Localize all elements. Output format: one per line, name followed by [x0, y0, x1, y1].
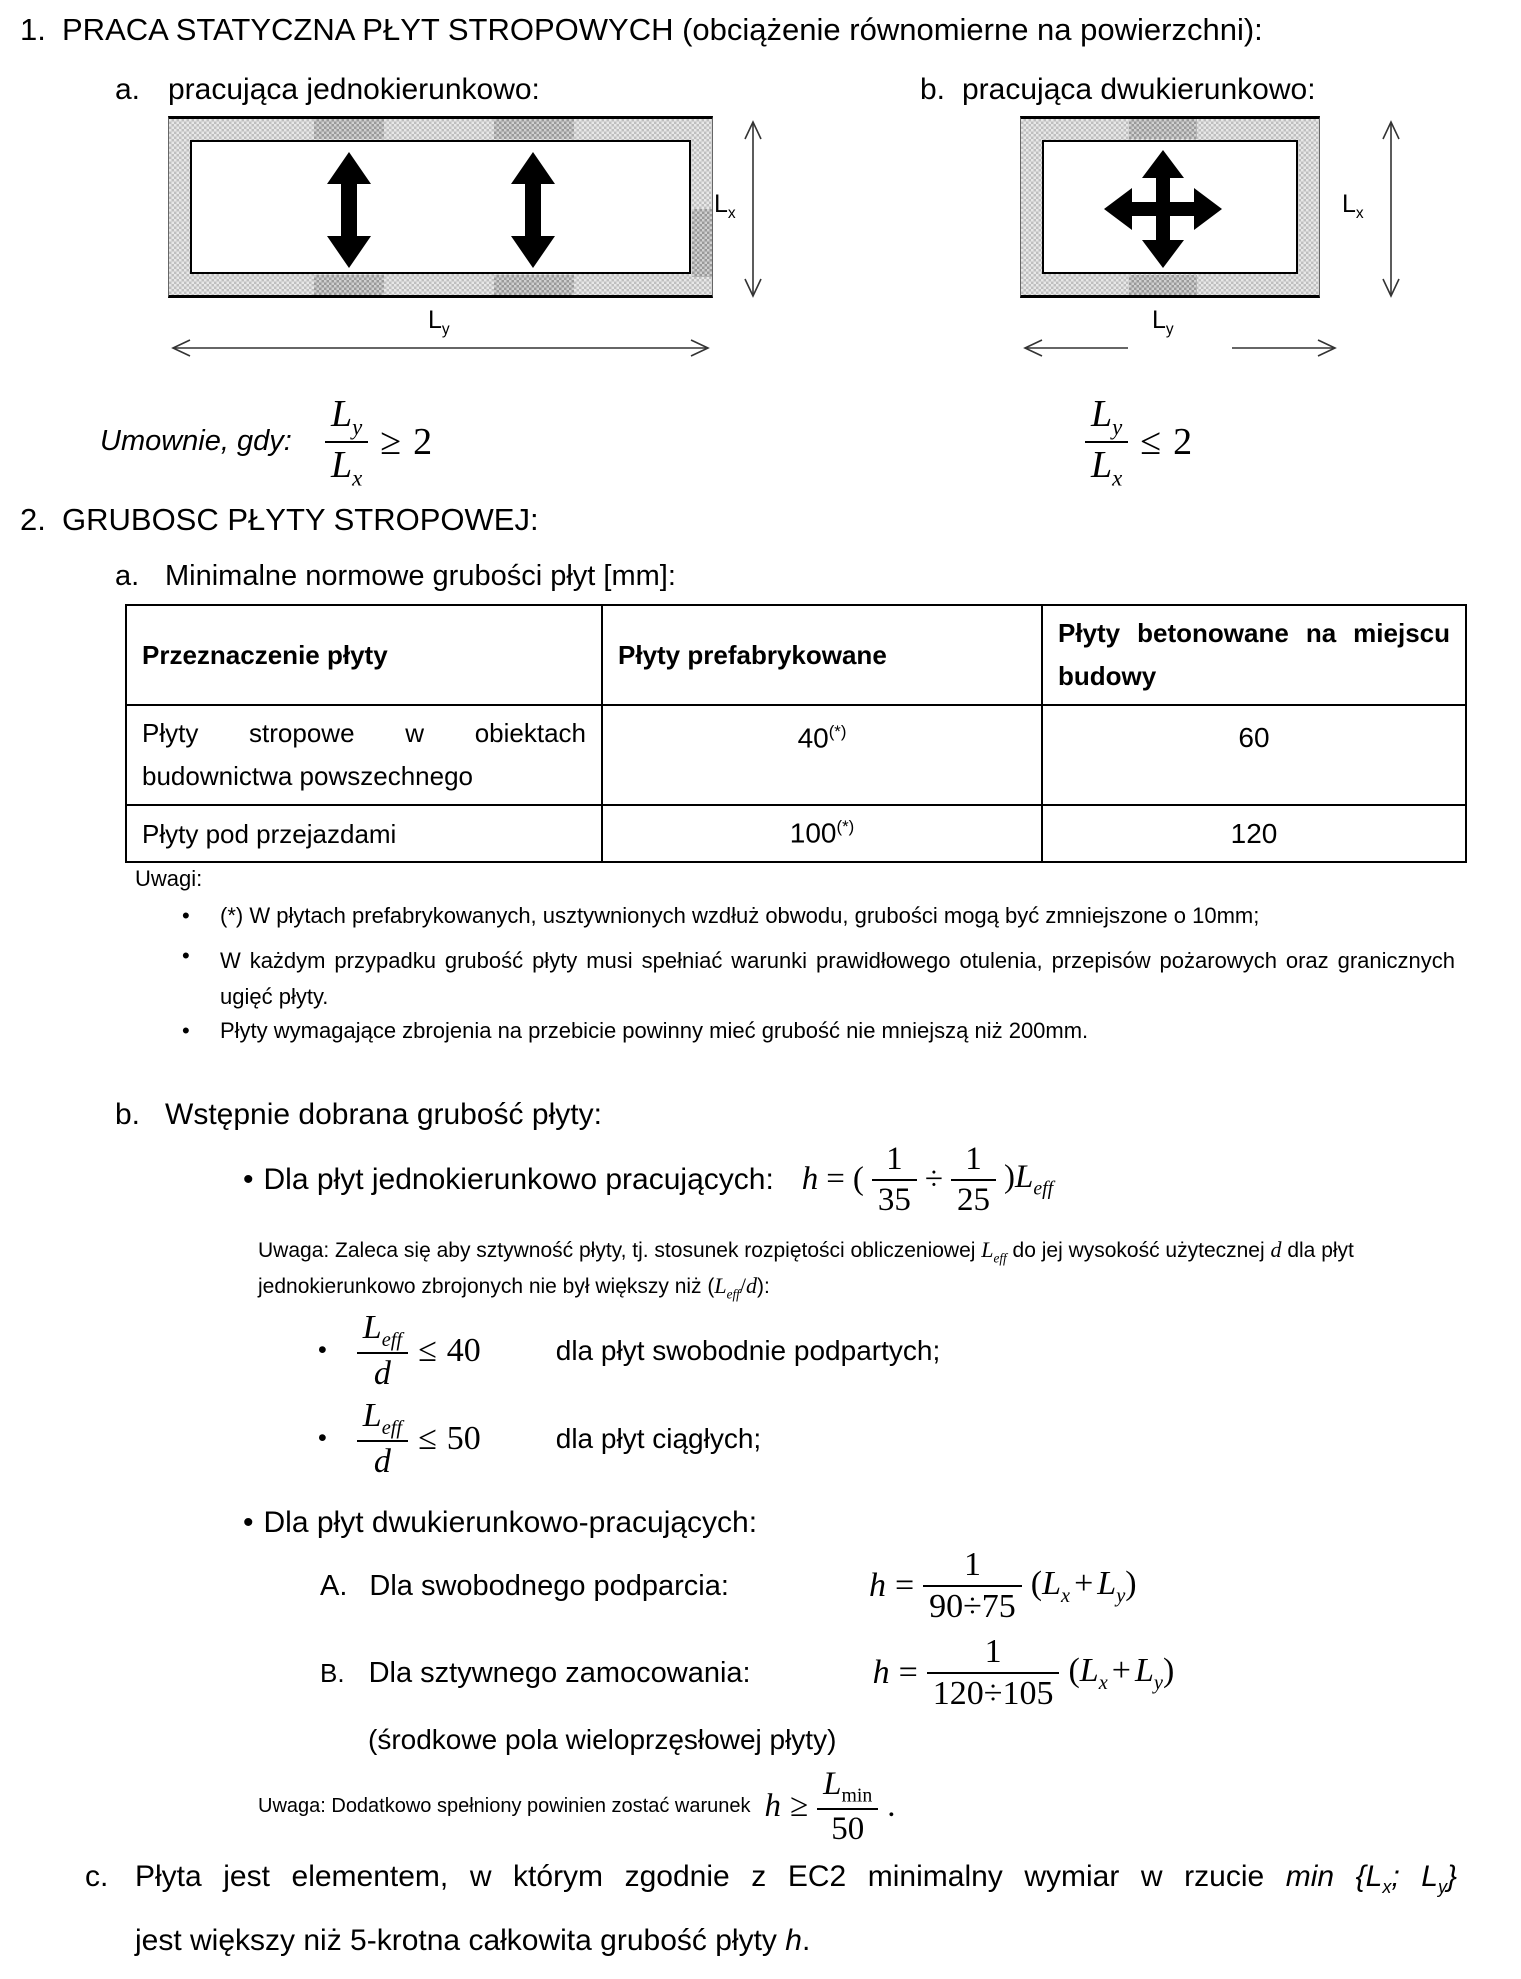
- fraction: $\frac{1}{25}$: [951, 1140, 996, 1220]
- formula-h-one-way: h = ( $\frac{1}{35}$ ÷ $\frac{1}{25}$ )$L_{eff}$: [801, 1141, 1054, 1218]
- rule-50-caption: dla płyt ciągłych;: [555, 1422, 762, 1454]
- lx-plus-ly-term: $(L_x + L_y)$: [1068, 1651, 1175, 1694]
- table-row: [126, 705, 1466, 805]
- fraction: $\frac{L_{eff}}{d}$: [357, 1396, 408, 1482]
- one-way-slab-diagram: [168, 116, 713, 298]
- hatch-patch: [314, 275, 384, 295]
- two-way-label: Dla płyt dwukierunkowo-pracujących:: [263, 1506, 758, 1539]
- column-header: Płyty betonowane na miejscu budowy: [1058, 618, 1450, 691]
- one-way-label: Dla płyt jednokierunkowo pracujących:: [263, 1162, 774, 1196]
- case-a-number: A.: [320, 1569, 348, 1602]
- table-cell: 60: [1042, 705, 1466, 805]
- formula-leff-d-40: $\frac{L_{eff}}{d}$ ≤ 40: [357, 1308, 481, 1394]
- rule-40-caption: dla płyt swobodnie podpartych;: [555, 1334, 941, 1366]
- table-cell: Płyty pod przejazdami: [142, 818, 397, 849]
- horizontal-dimension-arrow-icon: [168, 336, 713, 360]
- fraction: $\frac{L_{eff}}{d}$: [357, 1308, 408, 1394]
- hatch-patch: [314, 119, 384, 139]
- section2b-number: b.: [115, 1098, 141, 1131]
- up-down-arrow-icon: [327, 152, 371, 268]
- hatch-patch: [494, 275, 574, 295]
- hatch-patch: [494, 119, 574, 139]
- slab-field: [190, 140, 691, 274]
- item-b-label: pracująca dwukierunkowo:: [962, 73, 1316, 106]
- ly-label: $L_y$: [428, 306, 450, 338]
- leff-symbol: $L_{eff}$: [981, 1237, 1007, 1266]
- dimension-arrow-right-icon: [1230, 336, 1340, 360]
- four-way-arrow-icon: [1104, 150, 1222, 268]
- table-cell: 120: [1042, 805, 1466, 862]
- umownie-label: Umownie, gdy:: [100, 425, 292, 457]
- ly-label: $L_y$: [1152, 306, 1174, 338]
- case-b-row: [320, 1632, 1174, 1714]
- dimension-arrow-left-icon: [1020, 336, 1130, 360]
- lx-label: $L_x$: [1342, 190, 1364, 222]
- bullet-icon: •: [243, 1162, 254, 1196]
- table-cell: 100(*): [602, 805, 1042, 862]
- formula-h-simply-supported: h = $\frac{1}{90\div 75}$ $(L_x + L_y)$: [869, 1545, 1137, 1627]
- lx-label: $L_x$: [714, 190, 736, 222]
- bullet-icon: •: [318, 1336, 327, 1365]
- table-cell: Płyty stropowe w obiektach budownictwa powszechnego: [142, 718, 586, 791]
- uwagi-label: Uwagi:: [135, 866, 203, 891]
- uwagi-item: W każdym przypadku grubość płyty musi spełniać warunki prawidłowego otulenia, przepisów pożarowych oraz granicznych ugięć płyty.: [220, 948, 1455, 1009]
- section1-number: 1.: [20, 12, 46, 47]
- item-a-number: a.: [115, 73, 141, 106]
- two-way-rule: [243, 1506, 757, 1540]
- mid-span-note: (środkowe pola wieloprzęsłowej płyty): [368, 1724, 837, 1755]
- item-a-label: pracująca jednokierunkowo:: [168, 73, 540, 106]
- column-header: Płyty prefabrykowane: [618, 639, 887, 670]
- column-header: Przeznaczenie płyty: [142, 639, 388, 670]
- note-stiffness-line1: Uwaga: Zaleca się aby sztywność płyty, tj. stosunek rozpiętości obliczeniowej $L_{eff}$ do jej wysokość użytecznej d dla płyt: [258, 1237, 1354, 1266]
- additional-condition-text: Uwaga: Dodatkowo spełniony powinien zostać warunek: [258, 1795, 751, 1818]
- fraction: $\frac{L_{min}}{50}$: [817, 1765, 878, 1849]
- bullet-icon: •: [182, 943, 190, 968]
- bullet-icon: •: [243, 1506, 254, 1539]
- section2c-line2: jest większy niż 5-krotna całkowita grubość płyty h.: [135, 1924, 811, 1957]
- hatch-patch: [1129, 119, 1197, 139]
- hatch-patch: [692, 209, 712, 277]
- up-down-arrow-icon: [511, 152, 555, 268]
- table-header-row: [126, 605, 1466, 705]
- d-symbol: d: [1270, 1237, 1282, 1262]
- slenderness-rule-50: [318, 1396, 761, 1482]
- fraction: $\frac{L_y}{L_x}$: [1085, 392, 1128, 493]
- formula-h-fixed: h = $\frac{1}{120\div 105}$ $(L_x + L_y)$: [873, 1632, 1175, 1714]
- leff-term: )$L_{eff}$: [1004, 1159, 1054, 1200]
- section2-number: 2.: [20, 502, 46, 537]
- table-row: [126, 805, 1466, 862]
- section2b-label: Wstępnie dobrana grubość płyty:: [165, 1098, 602, 1131]
- case-b-number: B.: [320, 1657, 345, 1688]
- h-symbol: h: [785, 1924, 802, 1957]
- formula-h-lmin-50: h ≥ $\frac{L_{min}}{50}$ .: [764, 1766, 896, 1847]
- formula-ly-over-lx-geq-2: $\frac{L_y}{L_x}$ ≥ 2: [325, 392, 432, 493]
- one-way-rule: [243, 1140, 1053, 1220]
- bullet-icon: •: [182, 1018, 190, 1043]
- additional-condition-row: [258, 1765, 896, 1849]
- case-b-label: Dla sztywnego zamocowania:: [368, 1656, 751, 1689]
- table-cell: 40(*): [602, 705, 1042, 805]
- min-lx-ly-expression: $\min \{L_x$; $L_y$}: [1285, 1860, 1457, 1897]
- fraction: $\frac{1}{35}$: [872, 1140, 917, 1220]
- fraction: $\frac{1}{90\div 75}$: [923, 1545, 1022, 1627]
- vertical-dimension-arrow-icon: [740, 118, 766, 300]
- note-stiffness-line2: jednokierunkowo zbrojonych nie był większy niż $(L_{eff}/d)$:: [258, 1273, 770, 1302]
- bullet-icon: •: [182, 903, 190, 928]
- section2a-label: Minimalne normowe grubości płyt [mm]:: [165, 560, 676, 592]
- uwagi-item: Płyty wymagające zbrojenia na przebicie powinny mieć grubość nie mniejszą niż 200mm.: [220, 1018, 1089, 1043]
- section2a-number: a.: [115, 560, 140, 592]
- section2-title: GRUBOSC PŁYTY STROPOWEJ:: [62, 502, 539, 537]
- formula-leff-d-50: $\frac{L_{eff}}{d}$ ≤ 50: [357, 1396, 481, 1482]
- fraction: $\frac{1}{120\div 105}$: [927, 1632, 1060, 1714]
- leff-over-d-symbol: $L_{eff}/d$: [714, 1273, 757, 1302]
- item-b-number: b.: [920, 73, 946, 106]
- slenderness-rule-40: [318, 1308, 940, 1394]
- vertical-dimension-arrow-icon: [1378, 118, 1404, 300]
- lx-plus-ly-term: $(L_x + L_y)$: [1030, 1564, 1137, 1607]
- min-thickness-table: [125, 604, 1467, 863]
- formula-ly-over-lx-leq-2: $\frac{L_y}{L_x}$ ≤ 2: [1085, 392, 1192, 493]
- bullet-icon: •: [318, 1424, 327, 1453]
- fraction: $\frac{L_y}{L_x}$: [325, 392, 368, 493]
- case-a-row: [320, 1545, 1137, 1627]
- uwagi-item: (*) W płytach prefabrykowanych, usztywnionych wzdłuż obwodu, grubości mogą być zmniejszone o 10mm;: [220, 903, 1260, 928]
- hatch-patch: [1129, 275, 1197, 295]
- section1-title: PRACA STATYCZNA PŁYT STROPOWYCH (obciążenie równomierne na powierzchni):: [62, 12, 1263, 47]
- case-a-label: Dla swobodnego podparcia:: [369, 1569, 729, 1602]
- section2c-number: c.: [85, 1860, 109, 1893]
- section2c-line1: Płyta jest elementem, w którym zgodnie z EC2 minimalny wymiar w rzucie $\min \{L_x$; $L_y$}: [135, 1860, 1457, 1897]
